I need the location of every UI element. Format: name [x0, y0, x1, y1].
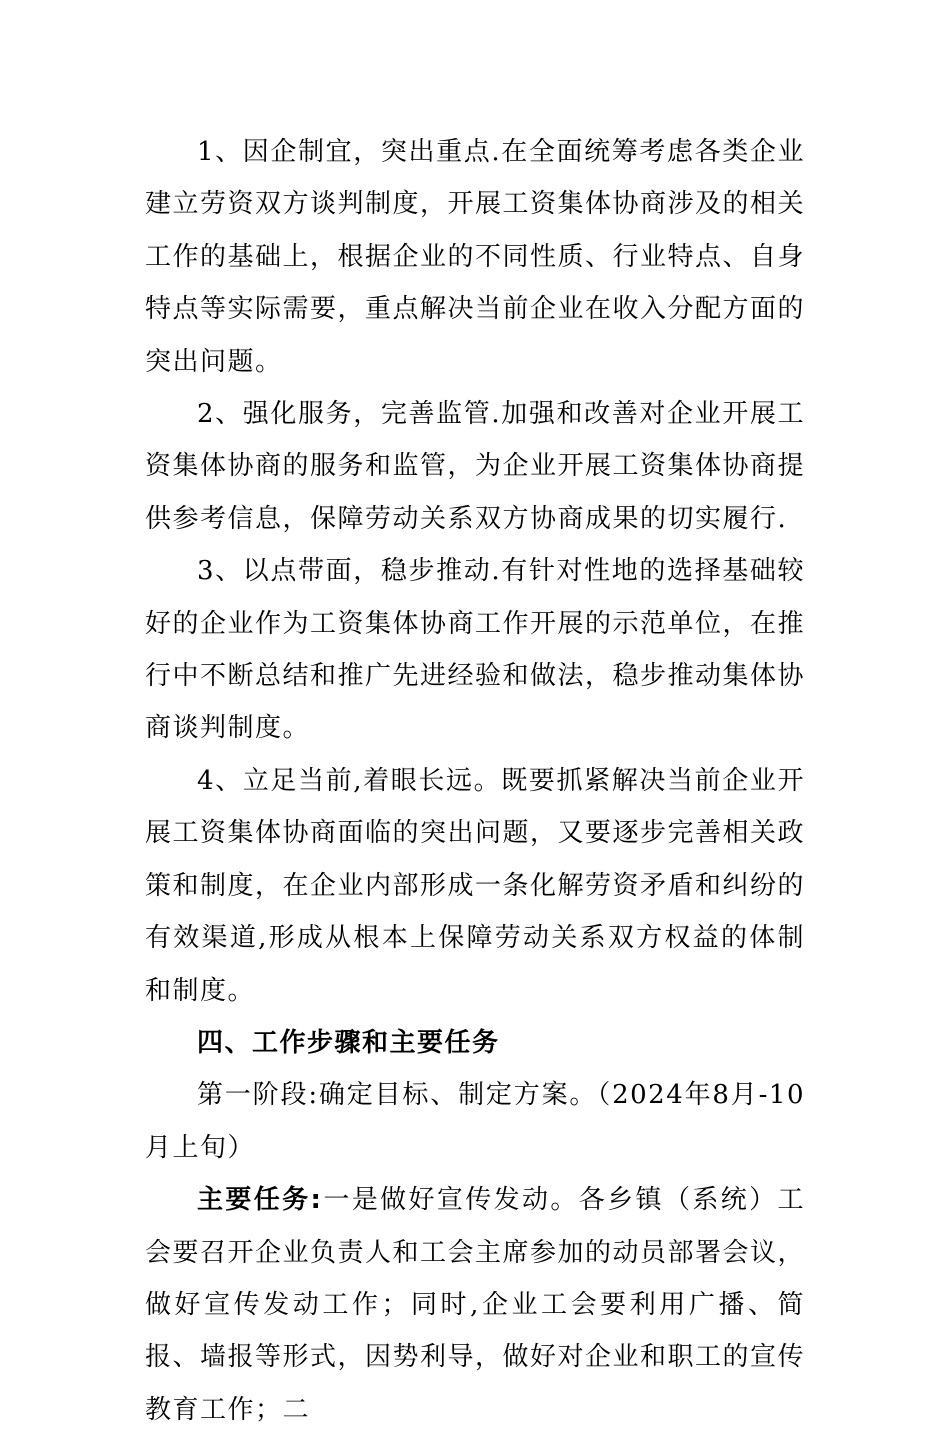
paragraph-1: 1、因企制宜，突出重点.在全面统筹考虑各类企业建立劳资双方谈判制度，开展工资集体协商涉及的相关工作的基础上，根据企业的不同性质、行业特点、自身特点等实际需要，重点解决当前企业在收入分配方面的突出问题。: [145, 137, 806, 377]
section-heading: 四、工作步骤和主要任务: [197, 1027, 500, 1058]
tasks-lead: 主要任务:: [197, 1185, 323, 1216]
stage-line: 第一阶段:确定目标、制定方案。（2024年8月-10月上旬）: [145, 1080, 805, 1163]
document-body: [145, 126, 805, 1436]
paragraph-3: 3、以点带面，稳步推动.有针对性地的选择基础较好的企业作为工资集体协商工作开展的示范单位，在推行中不断总结和推广先进经验和做法，稳步推动集体协商谈判制度。: [145, 556, 806, 744]
paragraph-4: 4、立足当前,着眼长远。既要抓紧解决当前企业开展工资集体协商面临的突出问题，又要逐步完善相关政策和制度，在企业内部形成一条化解劳资矛盾和纠纷的有效渠道,形成从根本上保障劳动关系双方权益的体制和制度。: [145, 765, 806, 1006]
tasks-paragraph: [145, 1174, 805, 1436]
paragraph-2: 2、强化服务，完善监管.加强和改善对企业开展工资集体协商的服务和监管，为企业开展工资集体协商提供参考信息，保障劳动关系双方协商成果的切实履行.: [145, 399, 806, 534]
tasks-text: 一是做好宣传发动。各乡镇（系统）工会要召开企业负责人和工会主席参加的动员部署会议，做好宣传发动工作；同时,企业工会要利用广播、简报、墙报等形式，因势利导，做好对企业和职工的宣传教育工作；二: [145, 1185, 806, 1425]
